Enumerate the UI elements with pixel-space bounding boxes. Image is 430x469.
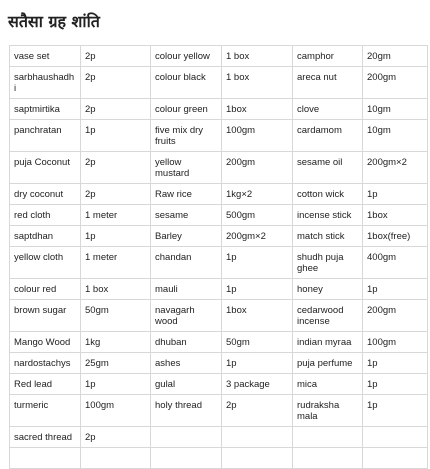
item-quantity-cell: 2p	[81, 427, 151, 448]
item-name-cell: red cloth	[10, 205, 81, 226]
table-row	[10, 152, 428, 184]
item-quantity-cell: 20gm	[363, 46, 428, 67]
item-quantity-cell: 1 box	[222, 46, 293, 67]
table-row	[10, 300, 428, 332]
item-name-cell	[151, 448, 222, 469]
item-quantity-cell: 1kg×2	[222, 184, 293, 205]
item-quantity-cell: 200gm×2	[363, 152, 428, 184]
item-name-cell: Raw rice	[151, 184, 222, 205]
item-quantity-cell: 25gm	[81, 353, 151, 374]
item-name-cell	[10, 448, 81, 469]
item-name-cell: colour red	[10, 279, 81, 300]
item-quantity-cell: 1 meter	[81, 247, 151, 279]
item-quantity-cell: 10gm	[363, 99, 428, 120]
item-name-cell: panchratan	[10, 120, 81, 152]
item-name-cell: sesame oil	[293, 152, 363, 184]
item-quantity-cell: 1p	[363, 374, 428, 395]
item-name-cell: sarbhaushadhi	[10, 67, 81, 99]
item-name-cell: honey	[293, 279, 363, 300]
item-quantity-cell: 1p	[363, 353, 428, 374]
item-name-cell: holy thread	[151, 395, 222, 427]
item-quantity-cell: 1p	[222, 247, 293, 279]
item-quantity-cell: 50gm	[81, 300, 151, 332]
item-name-cell: sacred thread	[10, 427, 81, 448]
item-quantity-cell: 2p	[222, 395, 293, 427]
item-name-cell: brown sugar	[10, 300, 81, 332]
item-name-cell: camphor	[293, 46, 363, 67]
item-quantity-cell: 1p	[222, 353, 293, 374]
item-quantity-cell: 1p	[363, 184, 428, 205]
item-name-cell: mauli	[151, 279, 222, 300]
table-row	[10, 247, 428, 279]
item-name-cell: gulal	[151, 374, 222, 395]
item-name-cell: clove	[293, 99, 363, 120]
item-name-cell: sesame	[151, 205, 222, 226]
item-name-cell: colour black	[151, 67, 222, 99]
item-quantity-cell: 1kg	[81, 332, 151, 353]
table-row	[10, 46, 428, 67]
item-quantity-cell: 10gm	[363, 120, 428, 152]
item-name-cell: cotton wick	[293, 184, 363, 205]
item-quantity-cell: 1box(free)	[363, 226, 428, 247]
item-name-cell: navagarh wood	[151, 300, 222, 332]
item-name-cell: Barley	[151, 226, 222, 247]
item-name-cell: indian myraa	[293, 332, 363, 353]
item-name-cell: areca nut	[293, 67, 363, 99]
item-name-cell: incense stick	[293, 205, 363, 226]
item-name-cell: puja Coconut	[10, 152, 81, 184]
item-name-cell: turmeric	[10, 395, 81, 427]
item-quantity-cell: 1p	[81, 120, 151, 152]
puja-items-table	[9, 45, 428, 469]
item-quantity-cell: 200gm	[363, 67, 428, 99]
item-name-cell: cardamom	[293, 120, 363, 152]
item-quantity-cell: 1box	[222, 300, 293, 332]
item-quantity-cell: 2p	[81, 152, 151, 184]
table-row	[10, 226, 428, 247]
item-quantity-cell: 1p	[363, 395, 428, 427]
item-name-cell: nardostachys	[10, 353, 81, 374]
table-row	[10, 99, 428, 120]
item-quantity-cell: 1p	[81, 374, 151, 395]
table-row	[10, 395, 428, 427]
item-name-cell: Mango Wood	[10, 332, 81, 353]
item-quantity-cell: 200gm×2	[222, 226, 293, 247]
item-name-cell: cedarwood incense	[293, 300, 363, 332]
item-quantity-cell: 50gm	[222, 332, 293, 353]
item-quantity-cell: 2p	[81, 184, 151, 205]
item-quantity-cell: 100gm	[363, 332, 428, 353]
table-row	[10, 120, 428, 152]
item-name-cell: puja perfume	[293, 353, 363, 374]
item-name-cell: Red lead	[10, 374, 81, 395]
item-name-cell: mica	[293, 374, 363, 395]
page-title: सतैसा ग्रह शांति	[8, 12, 100, 31]
item-quantity-cell: 1 box	[222, 67, 293, 99]
item-name-cell: yellow mustard	[151, 152, 222, 184]
item-quantity-cell: 100gm	[81, 395, 151, 427]
item-name-cell: colour green	[151, 99, 222, 120]
item-name-cell: rudraksha mala	[293, 395, 363, 427]
item-name-cell	[293, 448, 363, 469]
item-quantity-cell: 3 package	[222, 374, 293, 395]
item-quantity-cell: 500gm	[222, 205, 293, 226]
item-name-cell: yellow cloth	[10, 247, 81, 279]
item-quantity-cell: 200gm	[363, 300, 428, 332]
item-name-cell: colour yellow	[151, 46, 222, 67]
table-row	[10, 184, 428, 205]
item-name-cell: shudh puja ghee	[293, 247, 363, 279]
item-quantity-cell: 2p	[81, 99, 151, 120]
item-name-cell: chandan	[151, 247, 222, 279]
item-name-cell: dhuban	[151, 332, 222, 353]
item-quantity-cell: 200gm	[222, 152, 293, 184]
table-row	[10, 448, 428, 469]
item-quantity-cell: 1box	[363, 205, 428, 226]
item-quantity-cell	[81, 448, 151, 469]
item-quantity-cell	[222, 448, 293, 469]
table-row	[10, 332, 428, 353]
item-quantity-cell: 1box	[222, 99, 293, 120]
item-quantity-cell: 1p	[81, 226, 151, 247]
item-quantity-cell: 100gm	[222, 120, 293, 152]
table-row	[10, 279, 428, 300]
table-row	[10, 205, 428, 226]
item-quantity-cell: 1 box	[81, 279, 151, 300]
item-name-cell: five mix dry fruits	[151, 120, 222, 152]
item-name-cell: saptdhan	[10, 226, 81, 247]
item-quantity-cell: 400gm	[363, 247, 428, 279]
item-quantity-cell: 1 meter	[81, 205, 151, 226]
table-row	[10, 374, 428, 395]
table-row	[10, 67, 428, 99]
table-row	[10, 353, 428, 374]
item-quantity-cell: 1p	[222, 279, 293, 300]
item-quantity-cell: 2p	[81, 46, 151, 67]
item-name-cell: saptmirtika	[10, 99, 81, 120]
item-quantity-cell: 2p	[81, 67, 151, 99]
item-name-cell: ashes	[151, 353, 222, 374]
item-name-cell: vase set	[10, 46, 81, 67]
item-quantity-cell: 1p	[363, 279, 428, 300]
item-name-cell: match stick	[293, 226, 363, 247]
item-name-cell: dry coconut	[10, 184, 81, 205]
item-quantity-cell	[363, 448, 428, 469]
